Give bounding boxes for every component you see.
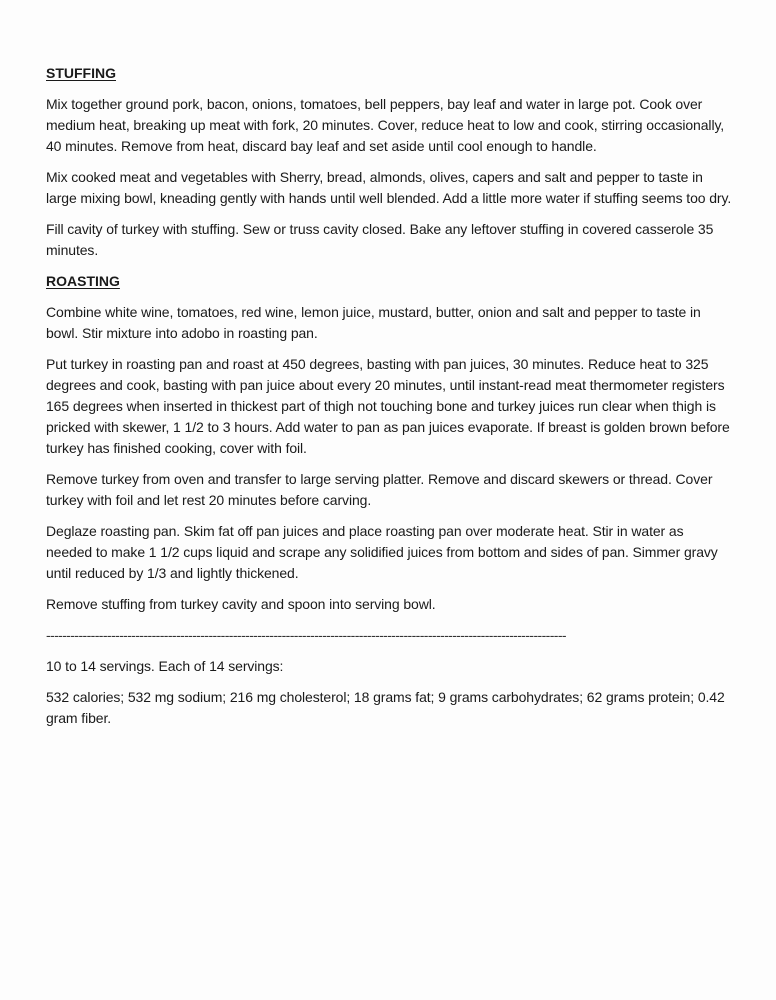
section-divider: -------------------------------------------------------------------------------------------------------------------------------- [46,627,566,643]
roasting-step-2: Put turkey in roasting pan and roast at 450 degrees, basting with pan juices, 30 minutes. Reduce heat to 325 degrees and cook, basting with pan juice about every 20 minutes, until instant-read meat thermometer registers 165 degrees when inserted in thickest part of thigh not touching bone and turkey juices run clear when thigh is pricked with skewer, 1 1/2 to 3 hours. Add water to pan as pan juices evaporate. If breast is golden brown before turkey has finished cooking, cover with foil. [46,356,730,456]
stuffing-step-1: Mix together ground pork, bacon, onions, tomatoes, bell peppers, bay leaf and water in large pot. Cook over medium heat, breaking up meat with fork, 20 minutes. Cover, reduce heat to low and cook, stirring occasionally, 40 minutes. Remove from heat, discard bay leaf and set aside until cool enough to handle. [46,96,725,154]
nutrition-facts: 532 calories; 532 mg sodium; 216 mg cholesterol; 18 grams fat; 9 grams carbohydrates; 62 grams protein; 0.42 gram fiber. [46,689,725,726]
roasting-step-5: Remove stuffing from turkey cavity and spoon into serving bowl. [46,596,436,612]
roasting-step-4: Deglaze roasting pan. Skim fat off pan juices and place roasting pan over moderate heat. Stir in water as needed to make 1 1/2 cups liquid and scrape any solidified juices from bottom and sides of pan. Simmer gravy until reduced by 1/3 and lightly thickened. [46,523,718,581]
servings-text: 10 to 14 servings. Each of 14 servings: [46,658,284,674]
roasting-step-1: Combine white wine, tomatoes, red wine, lemon juice, mustard, butter, onion and salt and pepper to taste in bowl. Stir mixture into adobo in roasting pan. [46,304,701,341]
roasting-heading: ROASTING [46,273,120,289]
stuffing-step-2: Mix cooked meat and vegetables with Sherry, bread, almonds, olives, capers and salt and pepper to taste in large mixing bowl, kneading gently with hands until well blended. Add a little more water if stuffing seems too dry. [46,169,732,206]
roasting-step-3: Remove turkey from oven and transfer to large serving platter. Remove and discard skewers or thread. Cover turkey with foil and let rest 20 minutes before carving. [46,471,713,508]
stuffing-step-3: Fill cavity of turkey with stuffing. Sew or truss cavity closed. Bake any leftover stuffing in covered casserole 35 minutes. [46,221,714,258]
recipe-content [46,63,732,739]
stuffing-heading: STUFFING [46,65,116,81]
